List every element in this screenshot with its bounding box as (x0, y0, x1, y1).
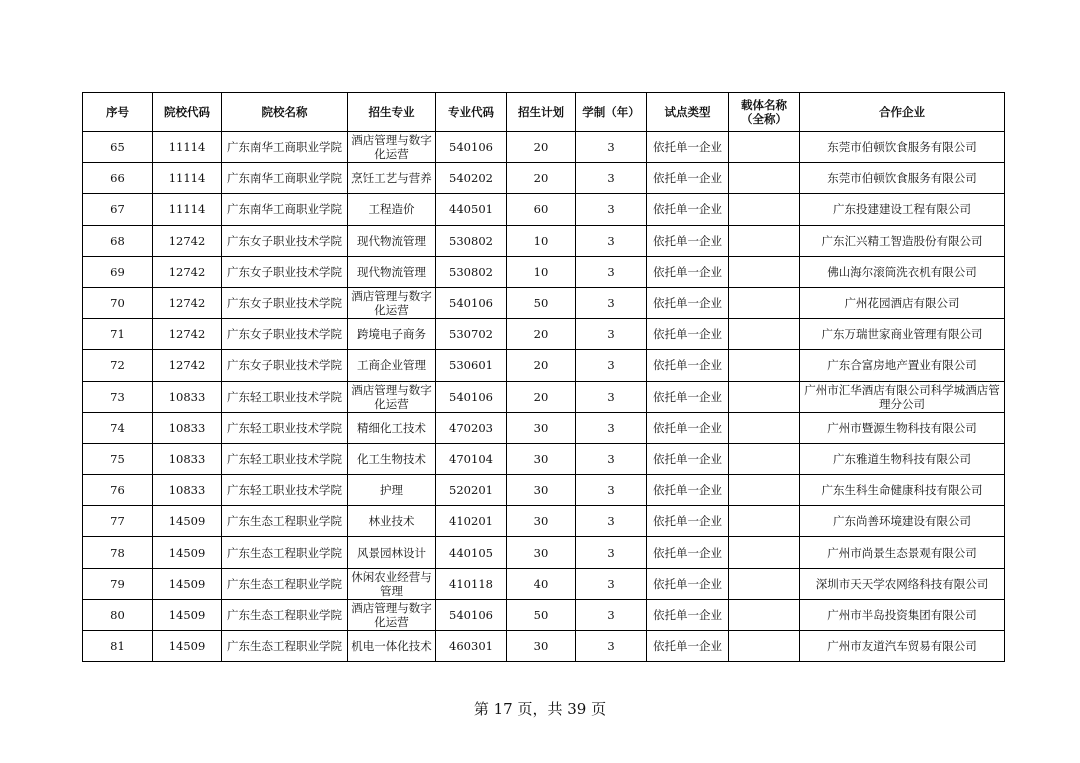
table-cell: 广东轻工职业技术学院 (222, 412, 348, 443)
table-row (83, 287, 1005, 318)
table-cell (729, 443, 800, 474)
table-cell: 30 (507, 537, 576, 568)
column-header: 合作企业 (800, 93, 1005, 132)
table-cell: 3 (576, 506, 647, 537)
table-cell: 12742 (153, 319, 222, 350)
table-row (83, 350, 1005, 381)
table-cell: 30 (507, 506, 576, 537)
table-cell: 540202 (436, 163, 507, 194)
table-cell: 74 (83, 412, 153, 443)
table-cell: 广东女子职业技术学院 (222, 256, 348, 287)
table-cell: 林业技术 (348, 506, 436, 537)
table-cell (729, 194, 800, 225)
table-cell: 依托单一企业 (647, 319, 729, 350)
table-cell: 30 (507, 475, 576, 506)
column-header: 载体名称 （全称） (729, 93, 800, 132)
table-cell: 广东女子职业技术学院 (222, 225, 348, 256)
table-cell: 休闲农业经营与管理 (348, 568, 436, 599)
table-cell: 3 (576, 350, 647, 381)
table-cell: 10833 (153, 443, 222, 474)
table-cell: 依托单一企业 (647, 256, 729, 287)
table-cell: 68 (83, 225, 153, 256)
table-cell: 跨境电子商务 (348, 319, 436, 350)
table-cell: 470203 (436, 412, 507, 443)
table-cell: 广州市友道汽车贸易有限公司 (800, 631, 1005, 662)
column-header: 学制（年） (576, 93, 647, 132)
column-header: 试点类型 (647, 93, 729, 132)
table-row (83, 319, 1005, 350)
table-cell: 530802 (436, 225, 507, 256)
table-cell: 3 (576, 443, 647, 474)
table-cell: 依托单一企业 (647, 412, 729, 443)
table-cell (729, 568, 800, 599)
table-cell: 广东生态工程职业学院 (222, 568, 348, 599)
column-header: 专业代码 (436, 93, 507, 132)
table-body (83, 132, 1005, 662)
table-cell: 依托单一企业 (647, 287, 729, 318)
table-cell: 11114 (153, 132, 222, 163)
table-cell (729, 537, 800, 568)
table-cell: 依托单一企业 (647, 163, 729, 194)
table-cell (729, 132, 800, 163)
table-cell: 广东生态工程职业学院 (222, 599, 348, 630)
table-cell: 11114 (153, 163, 222, 194)
table-cell: 30 (507, 631, 576, 662)
table-cell: 广东女子职业技术学院 (222, 319, 348, 350)
table-cell: 10 (507, 256, 576, 287)
table-cell: 40 (507, 568, 576, 599)
table-cell: 广东汇兴精工智造股份有限公司 (800, 225, 1005, 256)
table-cell: 530702 (436, 319, 507, 350)
table-cell: 广东生科生命健康科技有限公司 (800, 475, 1005, 506)
table-cell: 50 (507, 599, 576, 630)
table-cell: 广东女子职业技术学院 (222, 287, 348, 318)
table-row (83, 631, 1005, 662)
table-cell: 30 (507, 412, 576, 443)
table-cell: 依托单一企业 (647, 381, 729, 412)
header-row (83, 93, 1005, 132)
table-cell: 化工生物技术 (348, 443, 436, 474)
column-header: 序号 (83, 93, 153, 132)
table-cell: 广州市尚景生态景观有限公司 (800, 537, 1005, 568)
column-header: 院校名称 (222, 93, 348, 132)
table-cell: 工程造价 (348, 194, 436, 225)
table-cell: 广东投建建设工程有限公司 (800, 194, 1005, 225)
table-cell (729, 225, 800, 256)
table-cell (729, 506, 800, 537)
table-cell: 依托单一企业 (647, 443, 729, 474)
table-cell: 依托单一企业 (647, 506, 729, 537)
table-cell: 20 (507, 163, 576, 194)
table-cell: 广东女子职业技术学院 (222, 350, 348, 381)
table-cell (729, 319, 800, 350)
table-cell: 14509 (153, 537, 222, 568)
table-cell: 依托单一企业 (647, 631, 729, 662)
table-cell: 广州市汇华酒店有限公司科学城酒店管理分公司 (800, 381, 1005, 412)
table-row (83, 475, 1005, 506)
table-cell: 广州市暨源生物科技有限公司 (800, 412, 1005, 443)
page-number: 第 17 页，共 39 页 (473, 700, 607, 718)
table-cell: 73 (83, 381, 153, 412)
table-cell: 78 (83, 537, 153, 568)
table-cell: 530601 (436, 350, 507, 381)
table-cell: 14509 (153, 506, 222, 537)
table-cell: 3 (576, 381, 647, 412)
table-cell: 酒店管理与数字化运营 (348, 132, 436, 163)
table-cell: 3 (576, 599, 647, 630)
table-row (83, 256, 1005, 287)
table-cell: 14509 (153, 568, 222, 599)
table-cell: 20 (507, 319, 576, 350)
table-cell: 3 (576, 412, 647, 443)
table-row (83, 568, 1005, 599)
table-cell: 3 (576, 537, 647, 568)
table-row (83, 381, 1005, 412)
table-cell: 广东轻工职业技术学院 (222, 475, 348, 506)
table-cell: 10833 (153, 412, 222, 443)
table-cell: 3 (576, 163, 647, 194)
table-cell: 14509 (153, 631, 222, 662)
table-cell: 广东南华工商职业学院 (222, 194, 348, 225)
table-cell: 76 (83, 475, 153, 506)
table-row (83, 412, 1005, 443)
table-cell: 3 (576, 319, 647, 350)
table-cell: 70 (83, 287, 153, 318)
table-cell (729, 631, 800, 662)
table-cell: 3 (576, 132, 647, 163)
table-cell: 现代物流管理 (348, 225, 436, 256)
table-cell: 广东南华工商职业学院 (222, 163, 348, 194)
table-cell: 依托单一企业 (647, 475, 729, 506)
table-cell: 酒店管理与数字化运营 (348, 287, 436, 318)
table-cell: 3 (576, 568, 647, 599)
table-cell: 依托单一企业 (647, 568, 729, 599)
table-cell: 80 (83, 599, 153, 630)
table-cell: 广州市半岛投资集团有限公司 (800, 599, 1005, 630)
table-cell (729, 475, 800, 506)
table-cell: 3 (576, 256, 647, 287)
table-cell: 3 (576, 194, 647, 225)
table-cell: 71 (83, 319, 153, 350)
table-cell (729, 412, 800, 443)
table-cell: 12742 (153, 350, 222, 381)
table-cell: 广东生态工程职业学院 (222, 506, 348, 537)
table-cell (729, 599, 800, 630)
table-cell: 410201 (436, 506, 507, 537)
column-header: 院校代码 (153, 93, 222, 132)
table-cell: 12742 (153, 225, 222, 256)
table-row (83, 225, 1005, 256)
table-row (83, 537, 1005, 568)
table-row (83, 506, 1005, 537)
table-cell: 12742 (153, 287, 222, 318)
table-cell: 酒店管理与数字化运营 (348, 599, 436, 630)
table-cell: 60 (507, 194, 576, 225)
table-cell: 3 (576, 287, 647, 318)
table-cell: 410118 (436, 568, 507, 599)
table-cell: 依托单一企业 (647, 350, 729, 381)
table-cell: 广东生态工程职业学院 (222, 631, 348, 662)
table-cell: 12742 (153, 256, 222, 287)
table-cell: 460301 (436, 631, 507, 662)
table-cell: 14509 (153, 599, 222, 630)
table-cell: 72 (83, 350, 153, 381)
table-cell: 69 (83, 256, 153, 287)
table-cell: 65 (83, 132, 153, 163)
table-cell: 广东万瑞世家商业管理有限公司 (800, 319, 1005, 350)
column-header: 招生计划 (507, 93, 576, 132)
table-cell (729, 256, 800, 287)
table-cell: 东莞市伯顿饮食服务有限公司 (800, 132, 1005, 163)
table-cell: 3 (576, 225, 647, 256)
column-header: 招生专业 (348, 93, 436, 132)
table-row (83, 443, 1005, 474)
table-cell: 540106 (436, 599, 507, 630)
table-cell: 75 (83, 443, 153, 474)
table-row (83, 163, 1005, 194)
table-cell: 广东雅道生物科技有限公司 (800, 443, 1005, 474)
table-cell (729, 163, 800, 194)
table-cell: 广东轻工职业技术学院 (222, 381, 348, 412)
table-cell: 50 (507, 287, 576, 318)
table-cell: 依托单一企业 (647, 194, 729, 225)
table-cell: 工商企业管理 (348, 350, 436, 381)
table-cell: 530802 (436, 256, 507, 287)
table-cell: 20 (507, 350, 576, 381)
table-cell: 540106 (436, 381, 507, 412)
table-cell: 30 (507, 443, 576, 474)
table-cell: 酒店管理与数字化运营 (348, 381, 436, 412)
table-cell: 440501 (436, 194, 507, 225)
table-cell: 依托单一企业 (647, 132, 729, 163)
table-cell: 广东南华工商职业学院 (222, 132, 348, 163)
table-cell: 依托单一企业 (647, 225, 729, 256)
table-cell (729, 381, 800, 412)
table-cell: 77 (83, 506, 153, 537)
table-cell: 20 (507, 132, 576, 163)
table-cell: 广东轻工职业技术学院 (222, 443, 348, 474)
table-cell: 440105 (436, 537, 507, 568)
table-cell: 3 (576, 475, 647, 506)
table-row (83, 132, 1005, 163)
table-cell: 520201 (436, 475, 507, 506)
table-cell: 佛山海尔滚筒洗衣机有限公司 (800, 256, 1005, 287)
table-cell: 广东尚善环境建设有限公司 (800, 506, 1005, 537)
table-cell: 机电一体化技术 (348, 631, 436, 662)
enrollment-table (82, 92, 1005, 662)
table-cell: 540106 (436, 132, 507, 163)
table-cell: 精细化工技术 (348, 412, 436, 443)
table-cell: 470104 (436, 443, 507, 474)
table-cell: 现代物流管理 (348, 256, 436, 287)
table-cell: 依托单一企业 (647, 537, 729, 568)
table-row (83, 194, 1005, 225)
table-cell: 66 (83, 163, 153, 194)
table-cell: 79 (83, 568, 153, 599)
table-cell: 深圳市天天学农网络科技有限公司 (800, 568, 1005, 599)
table-cell: 81 (83, 631, 153, 662)
table-cell: 67 (83, 194, 153, 225)
table-cell (729, 350, 800, 381)
table-cell: 护理 (348, 475, 436, 506)
table-cell: 东莞市伯顿饮食服务有限公司 (800, 163, 1005, 194)
table-cell: 10833 (153, 475, 222, 506)
table-cell: 20 (507, 381, 576, 412)
table-row (83, 599, 1005, 630)
table-cell: 广州花园酒店有限公司 (800, 287, 1005, 318)
table-cell (729, 287, 800, 318)
table-cell: 依托单一企业 (647, 599, 729, 630)
table-cell: 10 (507, 225, 576, 256)
table-cell: 广东生态工程职业学院 (222, 537, 348, 568)
table-cell: 10833 (153, 381, 222, 412)
table-cell: 广东合富房地产置业有限公司 (800, 350, 1005, 381)
table-cell: 烹饪工艺与营养 (348, 163, 436, 194)
table-cell: 540106 (436, 287, 507, 318)
table-cell: 3 (576, 631, 647, 662)
table-cell: 风景园林设计 (348, 537, 436, 568)
table-cell: 11114 (153, 194, 222, 225)
